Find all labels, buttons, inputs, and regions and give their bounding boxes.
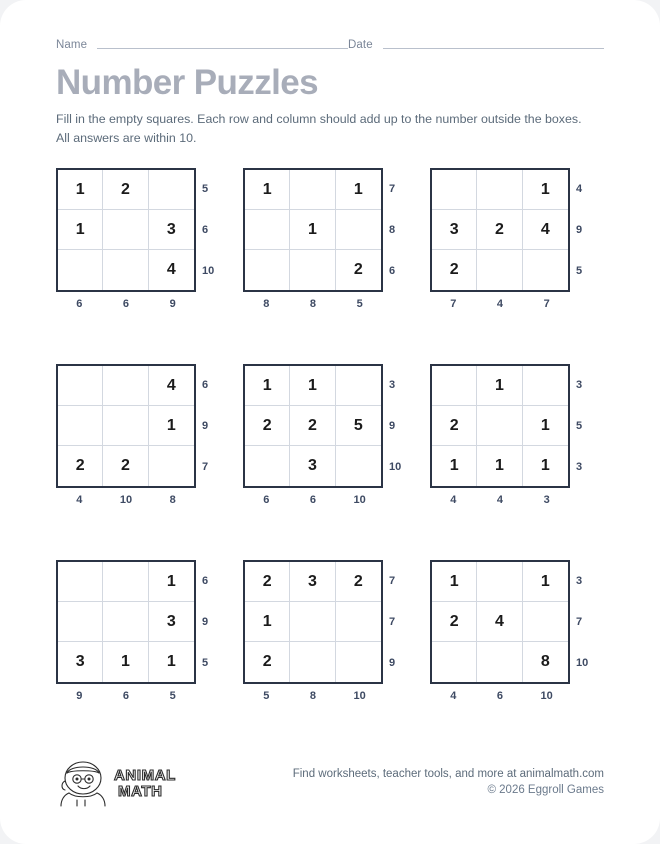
puzzle-9-cell-r1c3[interactable]: 1	[523, 562, 568, 602]
puzzle-8-cell-r1c3[interactable]: 2	[336, 562, 381, 602]
puzzle-2-cell-r3c2[interactable]	[290, 250, 335, 290]
puzzle-9-wrap	[430, 560, 589, 702]
puzzle-8-cell-r1c2[interactable]: 3	[290, 562, 335, 602]
puzzle-7-col-sum-2: 6	[122, 690, 130, 702]
puzzle-5-col-sums	[243, 492, 383, 508]
puzzle-9-cell-r3c2[interactable]	[477, 642, 522, 682]
puzzle-1-cell-r3c1[interactable]	[58, 250, 103, 290]
puzzle-7	[56, 560, 243, 756]
puzzle-4-wrap	[56, 364, 209, 506]
puzzle-2-col-sum-2: 8	[309, 298, 317, 310]
puzzle-9-cell-r3c1[interactable]	[432, 642, 477, 682]
puzzle-1-col-sum-3: 9	[169, 298, 176, 310]
page-title: Number Puzzles	[56, 63, 318, 102]
puzzle-7-col-sums	[56, 688, 196, 704]
puzzle-1-row-sum-3: 10	[202, 265, 215, 278]
puzzle-7-row-sums	[202, 560, 228, 684]
puzzle-4-col-sum-2: 10	[119, 494, 133, 506]
puzzle-7-col-sum-3: 5	[169, 690, 176, 702]
puzzle-7-row-sum-2: 9	[202, 615, 209, 628]
puzzle-1-col-sum-1: 6	[76, 298, 83, 310]
puzzle-2-grid	[243, 168, 383, 292]
puzzle-5-cell-r1c1[interactable]: 1	[245, 366, 290, 406]
date-field[interactable]	[348, 38, 604, 52]
puzzle-9-cell-r2c3[interactable]	[523, 602, 568, 642]
puzzle-5-row-sum-3: 10	[389, 461, 402, 474]
puzzle-1-cell-r3c3[interactable]: 4	[166, 261, 176, 278]
puzzle-7-cell-r3c3[interactable]: 1	[166, 653, 176, 670]
puzzle-1-cell-r2c3[interactable]: 3	[149, 210, 194, 250]
puzzle-7-row-sum-3: 5	[202, 657, 209, 670]
puzzle-9-row-sum-2: 7	[576, 615, 583, 628]
puzzle-1	[56, 168, 243, 364]
puzzle-2	[243, 168, 430, 364]
puzzle-6-cell-r2c1[interactable]: 2	[432, 406, 477, 446]
puzzle-8-col-sum-3: 10	[353, 690, 366, 702]
puzzle-8-cell-r3c1[interactable]: 2	[245, 642, 290, 682]
puzzle-2-row-sum-3: 6	[389, 265, 396, 278]
footer	[56, 756, 604, 808]
puzzle-2-cell-r1c1[interactable]: 1	[245, 170, 290, 210]
puzzle-1-col-sums	[56, 296, 196, 312]
puzzle-4-cell-r2c3[interactable]: 1	[149, 406, 194, 446]
puzzle-2-row-sums	[389, 168, 415, 292]
puzzle-9-col-sums	[430, 688, 570, 704]
puzzle-1-row-sum-2: 6	[202, 223, 209, 236]
puzzle-3	[430, 168, 617, 364]
puzzle-3-grid	[430, 168, 570, 292]
puzzle-6-row-sum-1: 3	[576, 378, 583, 391]
logo-text-math: MATH	[118, 783, 163, 800]
puzzle-7-row-sum-1: 6	[202, 574, 209, 587]
puzzle-7-cell-r1c1[interactable]	[58, 562, 103, 602]
puzzle-6-col-sum-1: 4	[450, 494, 457, 506]
puzzle-3-cell-r1c1[interactable]	[432, 170, 477, 210]
puzzle-1-cell-r2c2[interactable]	[103, 210, 148, 250]
puzzle-1-wrap	[56, 168, 215, 310]
puzzle-7-cell-r3c1[interactable]: 3	[58, 642, 103, 682]
puzzle-9-cell-r2c2[interactable]: 4	[477, 602, 522, 642]
puzzle-9-col-sum-1: 4	[450, 690, 457, 702]
puzzle-9-cell-r3c3[interactable]: 8	[540, 653, 550, 670]
puzzle-7-cell-r2c3[interactable]: 3	[149, 602, 194, 642]
puzzle-8-cell-r2c1[interactable]: 1	[245, 602, 290, 642]
puzzle-8-cell-r1c1[interactable]: 2	[245, 562, 290, 602]
puzzle-3-row-sums	[576, 168, 602, 292]
puzzle-5-cell-r2c1[interactable]: 2	[245, 406, 290, 446]
puzzle-6-cell-r1c3[interactable]	[523, 366, 568, 406]
puzzle-9-row-sums	[576, 560, 602, 684]
puzzle-6-cell-r1c2[interactable]: 1	[477, 366, 522, 406]
student-info-row	[56, 38, 604, 52]
puzzle-3-row-sum-1: 4	[576, 182, 583, 195]
puzzle-8-wrap	[243, 560, 396, 702]
puzzle-6-cell-r3c3[interactable]: 1	[540, 457, 550, 474]
puzzle-6-col-sum-2: 4	[496, 494, 504, 506]
puzzle-9-row-sum-1: 3	[576, 574, 583, 587]
puzzle-7-wrap	[56, 560, 209, 702]
puzzle-7-grid	[56, 560, 196, 684]
puzzle-4-cell-r3c3[interactable]	[149, 446, 194, 486]
puzzle-2-cell-r2c3[interactable]	[336, 210, 381, 250]
puzzle-8-row-sum-3: 9	[389, 657, 396, 670]
puzzle-6-col-sums	[430, 492, 570, 508]
puzzle-9-grid	[430, 560, 570, 684]
puzzle-7-cell-r1c3[interactable]: 1	[149, 562, 194, 602]
puzzle-2-col-sum-3: 5	[356, 298, 363, 310]
date-label: Date	[348, 39, 373, 51]
puzzle-6-col-sum-3: 3	[543, 494, 550, 506]
puzzle-6-cell-r1c1[interactable]	[432, 366, 477, 406]
puzzle-2-cell-r1c2[interactable]	[290, 170, 335, 210]
puzzle-3-col-sum-1: 7	[450, 298, 457, 310]
puzzle-2-row-sum-1: 7	[389, 182, 396, 195]
name-write-line[interactable]	[97, 48, 348, 49]
puzzle-1-row-sums	[202, 168, 228, 292]
footer-copyright: © 2026 Eggroll Games	[487, 784, 604, 796]
puzzle-4-row-sum-2: 9	[202, 419, 209, 432]
puzzle-9-cell-r2c1[interactable]: 2	[432, 602, 477, 642]
puzzle-5-col-sum-3: 10	[353, 494, 366, 506]
puzzle-6-cell-r2c3[interactable]: 1	[523, 406, 568, 446]
puzzle-3-cell-r3c2[interactable]	[477, 250, 522, 290]
puzzle-3-col-sums	[430, 296, 570, 312]
puzzle-8-col-sum-1: 5	[263, 690, 270, 702]
puzzle-8-row-sum-1: 7	[389, 574, 396, 587]
puzzle-5-col-sum-2: 6	[309, 494, 317, 506]
instructions-text: Fill in the empty squares. Each row and column should add up to the number outside the boxes. All answers are within 10.	[56, 112, 582, 145]
puzzle-5-grid	[243, 364, 383, 488]
puzzle-2-cell-r3c1[interactable]	[245, 250, 290, 290]
puzzle-6-wrap	[430, 364, 583, 506]
puzzle-3-col-sum-3: 7	[543, 298, 550, 310]
puzzle-2-wrap	[243, 168, 396, 310]
puzzle-4-cell-r1c1[interactable]	[58, 366, 103, 406]
puzzle-7-col-sum-1: 9	[76, 690, 83, 702]
puzzle-6-row-sum-3: 3	[576, 461, 583, 474]
puzzle-4-row-sum-1: 6	[202, 378, 209, 391]
puzzle-4	[56, 364, 243, 560]
puzzle-3-cell-r2c1[interactable]: 3	[432, 210, 477, 250]
puzzle-7-cell-r2c1[interactable]	[58, 602, 103, 642]
puzzle-2-cell-r2c2[interactable]: 1	[290, 210, 335, 250]
puzzle-4-col-sum-1: 4	[76, 494, 83, 506]
puzzle-9-cell-r1c1[interactable]: 1	[432, 562, 477, 602]
puzzle-4-row-sums	[202, 364, 228, 488]
puzzle-5-col-sum-1: 6	[263, 494, 270, 506]
puzzle-4-cell-r1c2[interactable]	[103, 366, 148, 406]
name-label: Name	[56, 39, 88, 51]
puzzle-8-cell-r2c2[interactable]	[290, 602, 335, 642]
puzzle-1-cell-r2c1[interactable]: 1	[58, 210, 103, 250]
footer-promo: Find worksheets, teacher tools, and more at animalmath.com	[292, 768, 604, 780]
puzzle-1-col-sum-2: 6	[122, 298, 130, 310]
puzzle-5-row-sum-2: 9	[389, 419, 396, 432]
puzzle-9	[430, 560, 617, 756]
puzzle-3-cell-r1c3[interactable]: 1	[523, 170, 568, 210]
puzzle-7-cell-r2c2[interactable]	[103, 602, 148, 642]
puzzle-6-cell-r2c2[interactable]	[477, 406, 522, 446]
puzzle-8-row-sum-2: 7	[389, 615, 396, 628]
puzzle-4-cell-r3c2[interactable]: 2	[103, 446, 148, 486]
puzzle-2-cell-r3c3[interactable]: 2	[353, 261, 363, 278]
puzzle-8	[243, 560, 430, 756]
puzzle-6-row-sum-2: 5	[576, 419, 583, 432]
puzzle-6-grid	[430, 364, 570, 488]
puzzle-9-col-sum-2: 6	[496, 690, 504, 702]
puzzle-5-cell-r3c2[interactable]: 3	[290, 446, 335, 486]
puzzle-4-cell-r1c3[interactable]: 4	[149, 366, 194, 406]
puzzle-3-wrap	[430, 168, 583, 310]
puzzle-2-cell-r2c1[interactable]	[245, 210, 290, 250]
puzzle-4-col-sum-3: 8	[169, 494, 176, 506]
puzzle-4-cell-r2c1[interactable]	[58, 406, 103, 446]
puzzle-6-row-sums	[576, 364, 602, 488]
puzzle-5-cell-r3c3[interactable]	[336, 446, 381, 486]
puzzle-2-cell-r1c3[interactable]: 1	[336, 170, 381, 210]
puzzle-2-col-sum-1: 8	[263, 298, 270, 310]
puzzle-8-grid	[243, 560, 383, 684]
puzzle-9-row-sum-3: 10	[576, 657, 589, 670]
puzzle-5-wrap	[243, 364, 402, 506]
puzzle-5-cell-r1c2[interactable]: 1	[290, 366, 335, 406]
puzzle-3-cell-r2c2[interactable]: 2	[477, 210, 522, 250]
puzzle-8-col-sum-2: 8	[309, 690, 317, 702]
puzzle-5-cell-r3c1[interactable]	[245, 446, 290, 486]
puzzle-6	[430, 364, 617, 560]
puzzle-3-row-sum-2: 9	[576, 223, 583, 236]
puzzle-5-cell-r2c2[interactable]: 2	[290, 406, 335, 446]
puzzle-8-cell-r3c3[interactable]	[336, 642, 381, 682]
puzzle-1-row-sum-1: 5	[202, 182, 209, 195]
puzzle-7-cell-r1c2[interactable]	[103, 562, 148, 602]
puzzle-2-row-sum-2: 8	[389, 223, 396, 236]
puzzle-9-cell-r1c2[interactable]	[477, 562, 522, 602]
name-field[interactable]	[56, 38, 348, 52]
puzzle-grid-area	[56, 168, 608, 756]
puzzle-8-col-sums	[243, 688, 383, 704]
puzzle-3-col-sum-2: 4	[496, 298, 504, 310]
puzzle-1-cell-r1c3[interactable]	[149, 170, 194, 210]
puzzle-4-grid	[56, 364, 196, 488]
puzzle-3-cell-r3c3[interactable]	[523, 250, 568, 290]
puzzle-5-cell-r1c3[interactable]	[336, 366, 381, 406]
puzzle-4-cell-r2c2[interactable]	[103, 406, 148, 446]
puzzle-5-row-sums	[389, 364, 415, 488]
puzzle-3-cell-r3c1[interactable]: 2	[432, 250, 477, 290]
puzzle-6-cell-r3c2[interactable]: 1	[477, 446, 522, 486]
puzzle-2-col-sums	[243, 296, 383, 312]
puzzle-5-row-sum-1: 3	[389, 378, 396, 391]
puzzle-1-cell-r3c2[interactable]	[103, 250, 148, 290]
puzzle-5	[243, 364, 430, 560]
puzzle-3-row-sum-3: 5	[576, 265, 583, 278]
puzzle-6-cell-r3c1[interactable]: 1	[432, 446, 477, 486]
puzzle-8-cell-r2c3[interactable]	[336, 602, 381, 642]
puzzle-8-cell-r3c2[interactable]	[290, 642, 335, 682]
puzzle-8-row-sums	[389, 560, 415, 684]
footer-text-block	[293, 766, 604, 798]
puzzle-7-cell-r3c2[interactable]: 1	[103, 642, 148, 682]
puzzle-1-grid	[56, 168, 196, 292]
puzzle-1-cell-r1c1[interactable]: 1	[58, 170, 103, 210]
logo-text-animal: ANIMAL	[114, 767, 176, 784]
date-write-line[interactable]	[383, 48, 604, 49]
puzzle-3-cell-r1c2[interactable]	[477, 170, 522, 210]
puzzle-4-col-sums	[56, 492, 196, 508]
puzzle-3-cell-r2c3[interactable]: 4	[523, 210, 568, 250]
puzzle-9-col-sum-3: 10	[540, 690, 553, 702]
puzzle-4-row-sum-3: 7	[202, 461, 209, 474]
puzzle-1-cell-r1c2[interactable]: 2	[103, 170, 148, 210]
animal-math-logo	[56, 756, 178, 808]
puzzle-5-cell-r2c3[interactable]: 5	[336, 406, 381, 446]
puzzle-4-cell-r3c1[interactable]: 2	[58, 446, 103, 486]
